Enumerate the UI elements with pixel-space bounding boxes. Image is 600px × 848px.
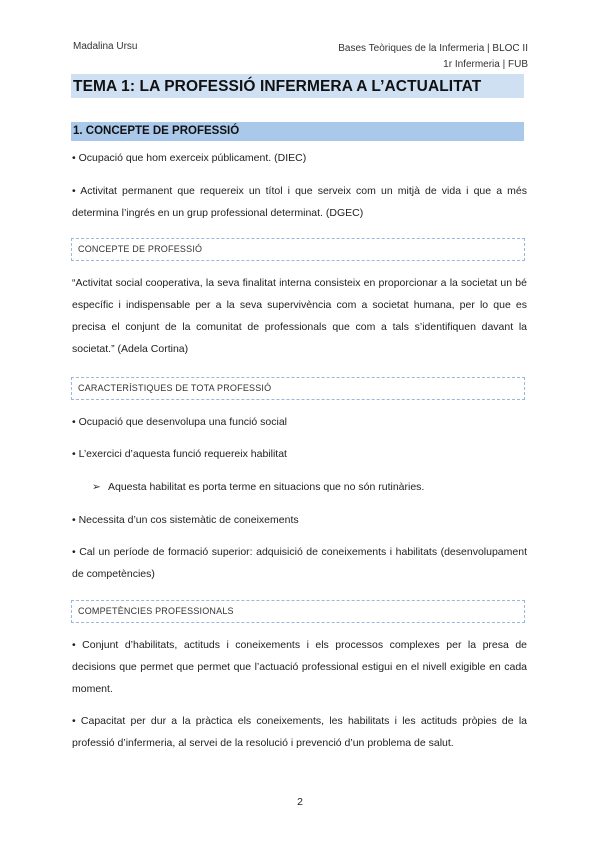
definition-diec: • Ocupació que hom exerceix públicament. (DIEC): [72, 152, 307, 164]
list-item: • Capacitat per dur a la pràctica els coneixements, les habilitats i les actituds pròpies de la professió d’infermeria, al servei de la resolució i prevenció d’un problema de salut.: [72, 715, 527, 749]
list-item: • L’exercici d’aquesta funció requereix habilitat: [72, 448, 287, 460]
header-course: [338, 41, 528, 73]
box-caracteristiques-label: CARACTERÍSTIQUES DE TOTA PROFESSIÓ: [71, 377, 525, 400]
list-item: • Cal un període de formació superior: adquisició de coneixements i habilitats (desenvolupament de competències): [72, 546, 527, 580]
section-heading: 1. CONCEPTE DE PROFESSIÓ: [71, 122, 524, 141]
list-item: • Ocupació que desenvolupa una funció social: [72, 416, 287, 428]
box-competencies-label: COMPETÈNCIES PROFESSIONALS: [71, 600, 525, 623]
box-concepte-label: CONCEPTE DE PROFESSIÓ: [71, 238, 525, 261]
list-item: • Conjunt d’habilitats, actituds i coneixements i els processos complexes per la presa de decisions que permet que permet que l’actuació professional estigui en el nivell exigible en cada moment.: [72, 639, 527, 695]
quote-adela-cortina: “Activitat social cooperativa, la seva finalitat interna consisteix en proporcionar a la societat un bé específic i indispensable per a la seva supervivència com a societat humana, per lo que es precisa el conjunt de la comunitat de professionals que com a tals s’identifiquen davant la societat.” (Adela Cortina): [72, 277, 527, 355]
header-author: Madalina Ursu: [73, 41, 138, 52]
list-item: • Necessita d’un cos sistemàtic de coneixements: [72, 514, 299, 526]
header-course-line1: Bases Teòriques de la Infermeria | BLOC II: [338, 43, 528, 54]
arrow-bullet-icon: ➢: [92, 481, 101, 493]
header-course-line2: 1r Infermeria | FUB: [443, 59, 528, 70]
page-number: 2: [297, 796, 303, 808]
sub-list-item-text: Aquesta habilitat es porta terme en situacions que no són rutinàries.: [108, 481, 425, 493]
document-title: TEMA 1: LA PROFESSIÓ INFERMERA A L’ACTUALITAT: [71, 74, 524, 98]
sub-list-item: [92, 476, 522, 498]
definition-dgec: • Activitat permanent que requereix un títol i que serveix com un mitjà de vida i que a més determina l’ingrés en un grup professional determinat. (DGEC): [72, 185, 527, 219]
